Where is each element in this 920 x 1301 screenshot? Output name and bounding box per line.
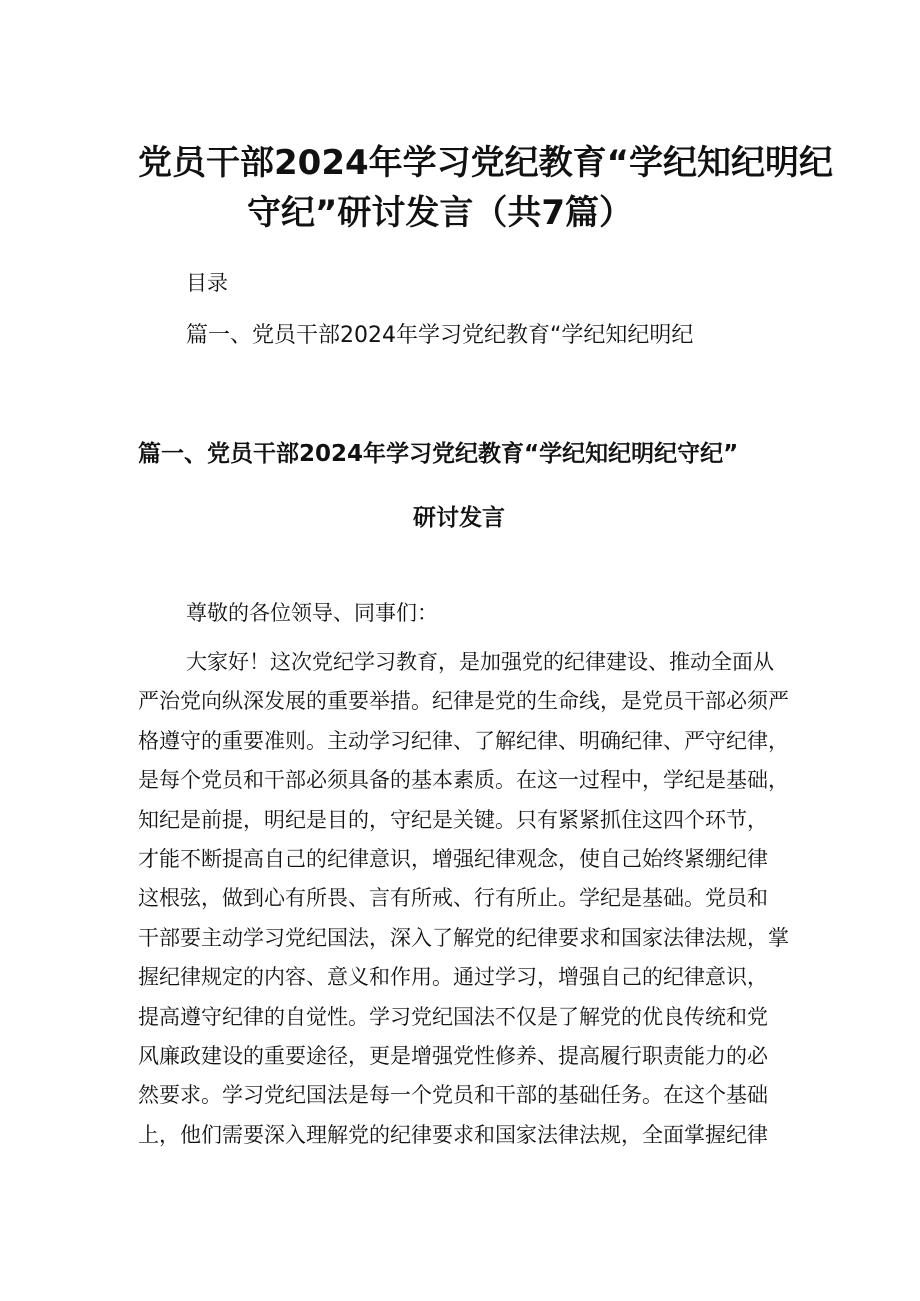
- document-title-line-2: 守纪”研讨发言（共7篇）: [247, 193, 634, 233]
- body-line: 干部要主动学习党纪国法，深入了解党的纪律要求和国家法律法规，掌: [138, 925, 789, 950]
- body-line: 才能不断提高自己的纪律意识，增强纪律观念，使自己始终紧绷纪律: [138, 846, 768, 871]
- body-line: 知纪是前提，明纪是目的，守纪是关键。只有紧紧抓住这四个环节，: [138, 807, 768, 832]
- body-line: 风廉政建设的重要途径，更是增强党性修养、提高履行职责能力的必: [138, 1043, 768, 1068]
- body-line: 格遵守的重要准则。主动学习纪律、了解纪律、明确纪律、严守纪律，: [138, 728, 789, 753]
- toc-item-1[interactable]: 篇一、党员干部2024年学习党纪教育“学纪知纪明纪: [186, 323, 694, 348]
- article-body: [138, 643, 798, 1155]
- greeting: 尊敬的各位领导、同事们：: [186, 601, 438, 625]
- body-line: 上，他们需要深入理解党的纪律要求和国家法律法规，全面掌握纪律: [138, 1122, 768, 1147]
- article-heading-line-1: 篇一、党员干部2024年学习党纪教育“学纪知纪明纪守纪”: [138, 441, 739, 467]
- body-line: 提高遵守纪律的自觉性。学习党纪国法不仅是了解党的优良传统和党: [138, 1004, 768, 1029]
- body-line: 握纪律规定的内容、意义和作用。通过学习，增强自己的纪律意识，: [138, 965, 768, 990]
- article-heading-line-2: 研讨发言: [413, 505, 505, 531]
- body-line: 严治党向纵深发展的重要举措。纪律是党的生命线，是党员干部必须严: [138, 689, 789, 714]
- body-line: 这根弦，做到心有所畏、言有所戒、行有所止。学纪是基础。党员和: [138, 886, 768, 911]
- body-line: 是每个党员和干部必须具备的基本素质。在这一过程中，学纪是基础，: [138, 768, 789, 793]
- body-line: 然要求。学习党纪国法是每一个党员和干部的基础任务。在这个基础: [138, 1083, 768, 1108]
- document-title-line-1: 党员干部2024年学习党纪教育“学纪知纪明纪: [138, 143, 833, 183]
- body-line: 大家好！这次党纪学习教育，是加强党的纪律建设、推动全面从: [186, 650, 774, 674]
- toc-heading: 目录: [186, 271, 228, 295]
